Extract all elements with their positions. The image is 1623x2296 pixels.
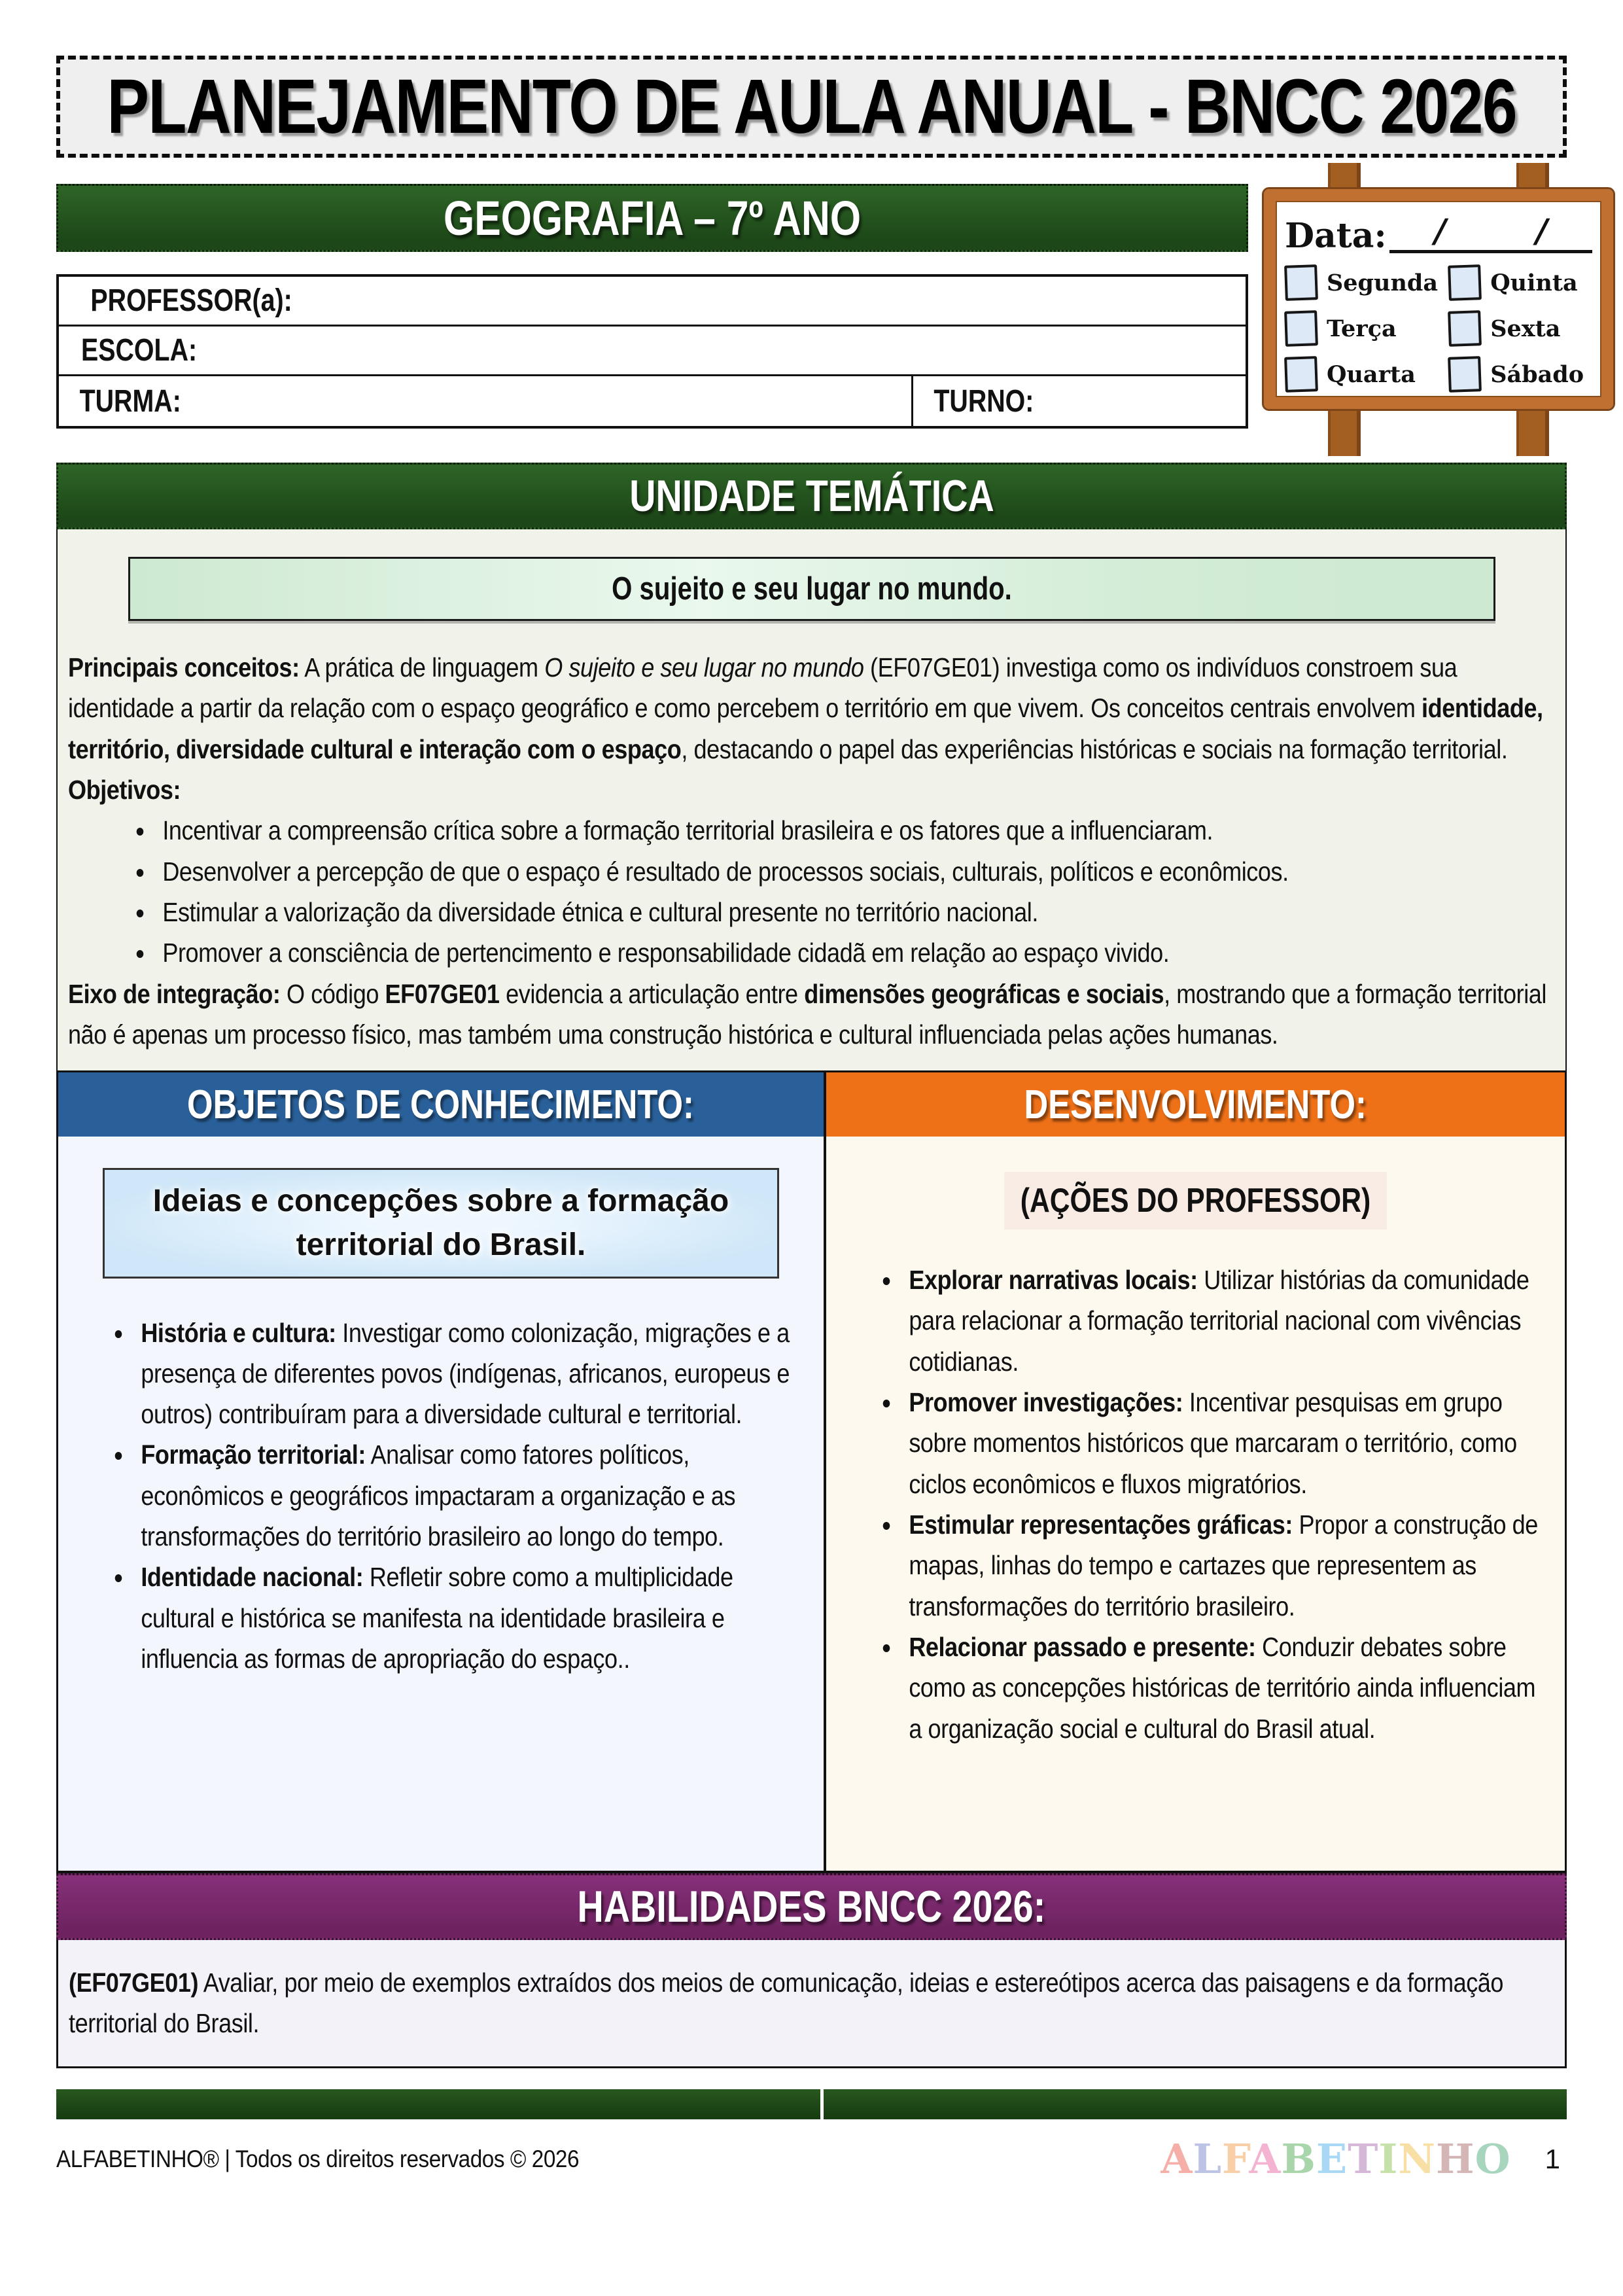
logo-letter: E	[1316, 2135, 1348, 2183]
list-item: • Identidade nacional: Refletir sobre como a multiplicidade cultural e histórica se manifesta na identidade brasileira e influencia as formas de apropriação do espaço..	[133, 1557, 807, 1679]
document-title-box	[56, 56, 1567, 158]
turma-turno-row	[59, 376, 1246, 426]
date-slash: /	[1535, 211, 1548, 250]
objetos-column	[58, 1072, 824, 1871]
turno-label: TURNO:	[934, 383, 1034, 419]
unidade-tematica-body	[56, 529, 1567, 1070]
day-item	[1285, 265, 1446, 300]
list-item: • Relacionar passado e presente: Conduzir debates sobre como as concepções históricas de território ainda influenciam a organização social e cultural do Brasil atual.	[901, 1627, 1548, 1749]
day-checkbox-quarta[interactable]	[1284, 356, 1318, 393]
objetos-header	[58, 1072, 824, 1137]
turno-field[interactable]	[1046, 376, 1246, 426]
list-item: • Explorar narrativas locais: Utilizar histórias da comunidade para relacionar a formação territorial nacional com vivências cotidianas.	[901, 1260, 1548, 1382]
day-item	[1448, 357, 1592, 392]
logo-letter: A	[1161, 2135, 1193, 2183]
day-checkbox-sabado[interactable]	[1448, 356, 1482, 393]
logo-letter: F	[1222, 2135, 1249, 2183]
list-item: • Promover a consciência de pertencimento e responsabilidade cidadã em relação ao espaço vivido.	[154, 932, 1554, 973]
unidade-tematica-banner	[56, 463, 1567, 529]
subject-banner-label: GEOGRAFIA – 7º ANO	[443, 190, 862, 245]
logo-letter: O	[1475, 2135, 1511, 2183]
objetos-text	[75, 1313, 807, 1680]
objetos-header-label: OBJETOS DE CONHECIMENTO:	[187, 1082, 695, 1127]
list-item: • Incentivar a compreensão crítica sobre a formação territorial brasileira e os fatores que a influenciaram.	[154, 810, 1554, 851]
escola-field[interactable]	[211, 327, 1246, 374]
turma-label: TURMA:	[79, 383, 181, 419]
day-checkbox-quinta[interactable]	[1448, 264, 1482, 301]
habilidades-banner	[56, 1873, 1567, 1940]
footer	[56, 2135, 1567, 2183]
subject-banner	[56, 184, 1248, 252]
professor-label: PROFESSOR(a):	[90, 283, 292, 318]
page-number: 1	[1544, 2144, 1560, 2175]
logo-letter: L	[1193, 2135, 1223, 2183]
logo-letter: A	[1249, 2135, 1282, 2183]
habilidades-banner-label: HABILIDADES BNCC 2026:	[577, 1882, 1046, 1932]
professor-field[interactable]	[315, 277, 1246, 325]
turno-cell	[913, 376, 1246, 426]
footer-bar-left-segment	[56, 2089, 820, 2119]
turma-field[interactable]	[193, 376, 911, 426]
day-item	[1448, 311, 1592, 346]
desenvolvimento-text	[843, 1260, 1548, 1749]
list-item: • Estimular a valorização da diversidade étnica e cultural presente no território nacional.	[154, 892, 1554, 932]
logo-letter: T	[1348, 2135, 1379, 2183]
objetos-topic-label: Ideias e concepções sobre a formação territorial do Brasil.	[152, 1184, 729, 1263]
objetos-topic-box	[103, 1168, 779, 1278]
date-write-in[interactable]	[1389, 211, 1592, 253]
document-page	[0, 56, 1623, 2296]
habilidades-body	[56, 1940, 1567, 2068]
eixo-integracao-paragraph: Eixo de integração: O código EF07GE01 evidencia a articulação entre dimensões geográficas e sociais, mostrando que a formação territorial não é apenas um processo físico, mas também uma construção histórica e cultural influenciada pelas ações humanas.	[68, 978, 1547, 1050]
day-label: Quinta	[1490, 269, 1578, 296]
objetivos-label: Objetivos:	[68, 774, 181, 805]
list-item: • História e cultura: Investigar como colonização, migrações e a presença de diferentes povos (indígenas, africanos, europeus e outros) contribuíram para a diversidade cultural e territorial.	[133, 1313, 807, 1435]
day-label: Quarta	[1327, 361, 1416, 388]
day-label: Segunda	[1327, 269, 1439, 296]
footer-bar-right-segment	[824, 2089, 1567, 2119]
list-item: • Formação territorial: Analisar como fatores políticos, econômicos e geográficos impactaram a organização e as transformações do território brasileiro ao longo do tempo.	[133, 1434, 807, 1557]
two-column-section	[56, 1070, 1567, 1873]
acoes-professor-title	[843, 1172, 1548, 1229]
date-line	[1285, 206, 1592, 256]
desenvolvimento-column	[826, 1072, 1565, 1871]
day-checkbox-sexta[interactable]	[1448, 310, 1482, 347]
theme-box	[128, 557, 1495, 621]
day-checkbox-terca[interactable]	[1284, 310, 1318, 347]
unidade-banner-label: UNIDADE TEMÁTICA	[629, 471, 994, 521]
alfabetinho-logo	[1161, 2135, 1511, 2183]
logo-letter: H	[1436, 2135, 1475, 2183]
desenvolvimento-header-label: DESENVOLVIMENTO:	[1024, 1082, 1367, 1127]
day-checkbox-segunda[interactable]	[1284, 264, 1318, 301]
logo-letter: I	[1378, 2135, 1399, 2183]
copyright-text: ALFABETINHO® | Todos os direitos reservados © 2026	[56, 2146, 580, 2173]
day-item	[1285, 357, 1446, 392]
desenvolvimento-body	[826, 1137, 1565, 1871]
theme-box-label: O sujeito e seu lugar no mundo.	[611, 571, 1012, 607]
info-table	[56, 274, 1248, 429]
objetos-list	[75, 1313, 807, 1680]
desenvolvimento-list	[843, 1260, 1548, 1749]
acoes-professor-label: (AÇÕES DO PROFESSOR)	[1004, 1172, 1387, 1229]
objetivos-list	[68, 810, 1554, 973]
logo-letter: B	[1281, 2135, 1316, 2183]
weekday-checklist	[1285, 265, 1592, 392]
escola-label: ESCOLA:	[81, 333, 198, 368]
day-label: Terça	[1327, 315, 1397, 342]
objetos-body	[58, 1137, 824, 1871]
day-item	[1448, 265, 1592, 300]
professor-row	[59, 277, 1246, 327]
unidade-text	[68, 647, 1554, 1055]
sign-board	[1264, 189, 1613, 409]
habilidades-text: (EF07GE01) Avaliar, por meio de exemplos extraídos dos meios de comunicação, ideias e estereótipos acerca das paisagens e da formação territorial do Brasil.	[69, 1968, 1504, 2039]
list-item: • Promover investigações: Incentivar pesquisas em grupo sobre momentos históricos que marcaram o território, como ciclos econômicos e fluxos migratórios.	[901, 1382, 1548, 1504]
date-slash: /	[1434, 211, 1446, 250]
day-item	[1285, 311, 1446, 346]
date-label: Data:	[1285, 216, 1387, 256]
date-sign	[1264, 163, 1613, 456]
day-label: Sábado	[1490, 361, 1584, 388]
list-item: • Desenvolver a percepção de que o espaço é resultado de processos sociais, culturais, políticos e econômicos.	[154, 851, 1554, 892]
header-row	[56, 175, 1584, 456]
logo-letter: N	[1398, 2135, 1437, 2183]
escola-row	[59, 327, 1246, 376]
list-item: • Estimular representações gráficas: Propor a construção de mapas, linhas do tempo e cartazes que representem as transformações do território brasileiro.	[901, 1504, 1548, 1627]
principais-conceitos-paragraph: Principais conceitos: A prática de linguagem O sujeito e seu lugar no mundo (EF07GE01) investiga como os indivíduos constroem sua identidade a partir da relação com o espaço geográfico e como percebem o território em que vivem. Os conceitos centrais envolvem identidade, território, diversidade cultural e interação com o espaço, destacando o papel das experiências históricas e sociais na formação territorial.	[68, 652, 1543, 764]
turma-cell	[59, 376, 913, 426]
footer-divider-bar	[56, 2089, 1567, 2119]
desenvolvimento-header	[826, 1072, 1565, 1137]
day-label: Sexta	[1490, 315, 1561, 342]
page-title: PLANEJAMENTO DE AULA ANUAL - BNCC 2026	[107, 63, 1516, 150]
